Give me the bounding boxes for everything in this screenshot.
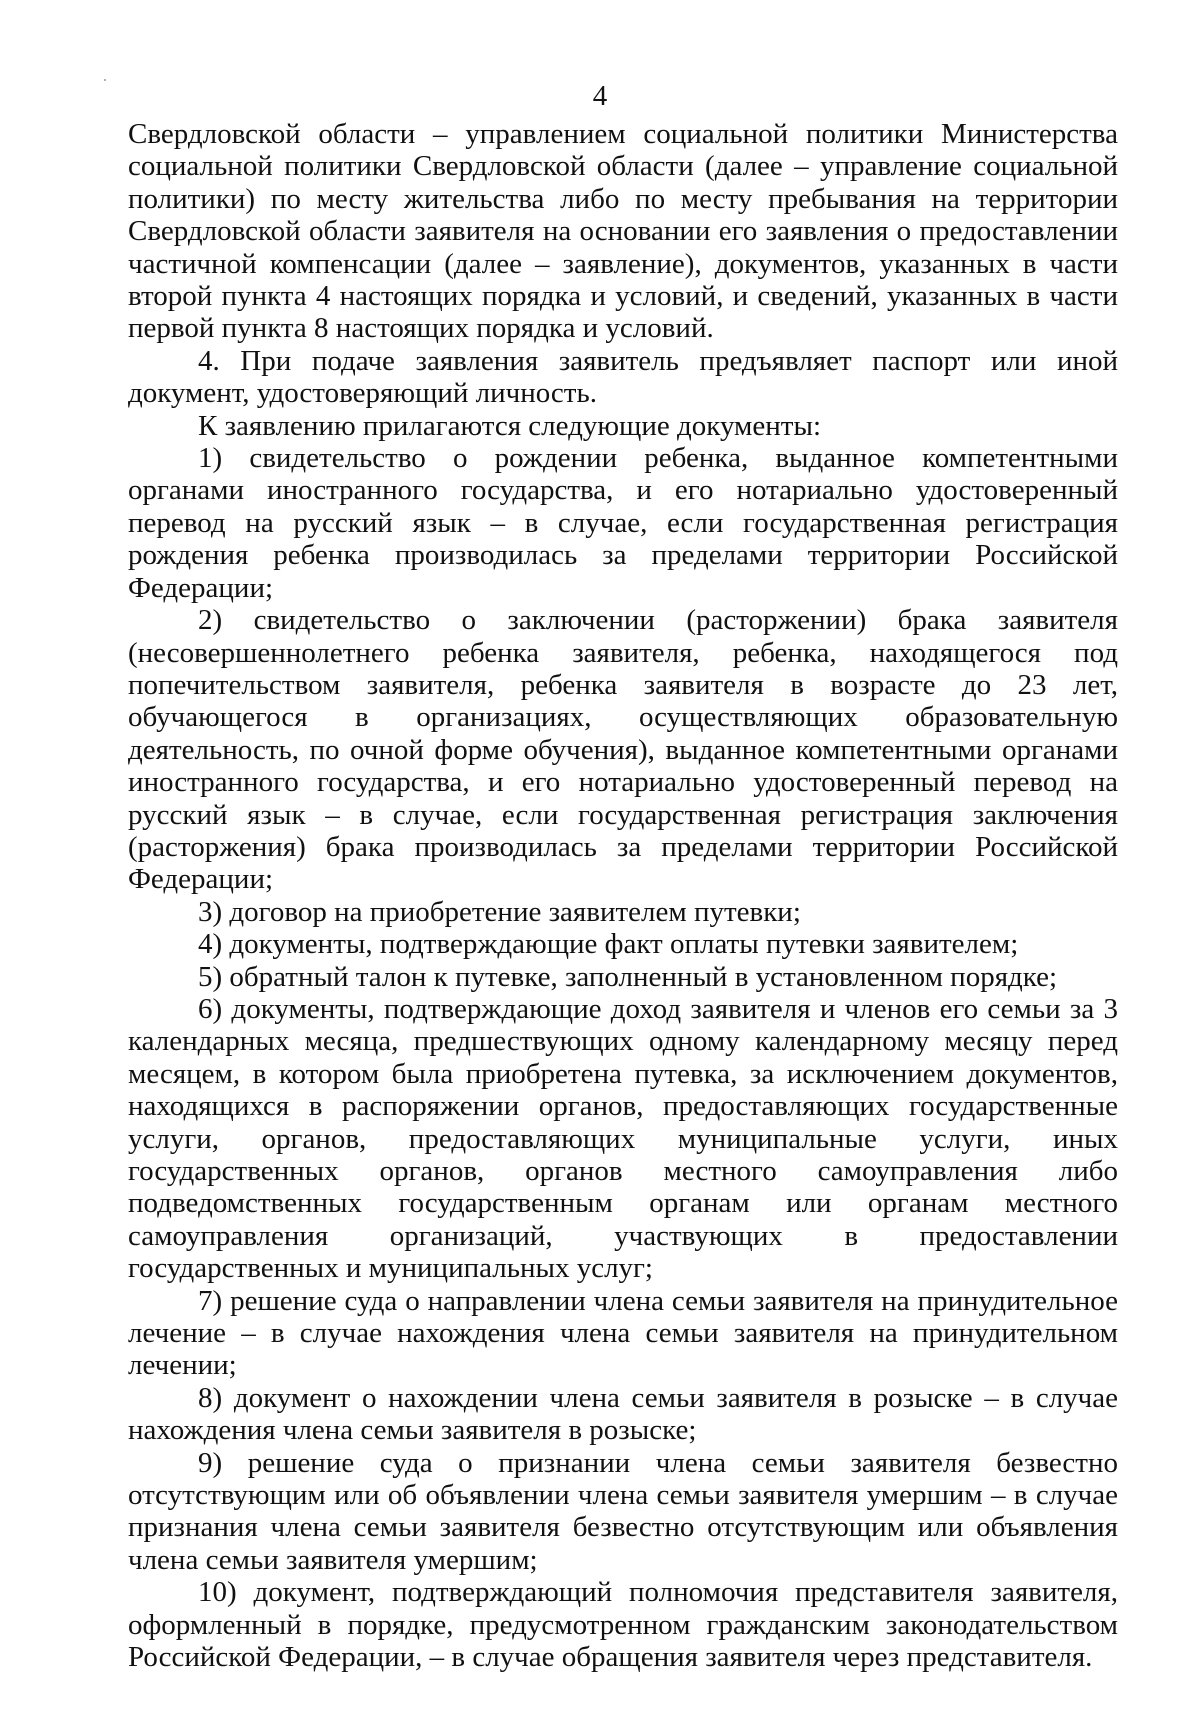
list-item-8: 8) документ о нахождении члена семьи заявителя в розыске – в случае нахождения члена семьи заявителя в розыске; [128, 1381, 1118, 1447]
list-item-9: 9) решение суда о признании члена семьи заявителя безвестно отсутствующим или об объявлении члена семьи заявителя умершим – в случае признания члена семьи заявителя безвестно отсутствующим или объявления члена семьи заявителя умершим; [128, 1446, 1118, 1576]
list-item-5: 5) обратный талон к путевке, заполненный в установленном порядке; [198, 960, 1058, 993]
paragraph-item-4: 4. При подаче заявления заявитель предъявляет паспорт или иной документ, удостоверяющий личность. [128, 344, 1118, 410]
list-item-4: 4) документы, подтверждающие факт оплаты путевки заявителем; [198, 928, 1019, 961]
list-item-7: 7) решение суда о направлении члена семьи заявителя на принудительное лечение – в случае нахождения члена семьи заявителя на принудительном лечении; [128, 1284, 1118, 1382]
list-item-2: 2) свидетельство о заключении (расторжении) брака заявителя (несовершеннолетнего ребенка заявителя, ребенка, находящегося под попечительством заявителя, ребенка заявителя в возрасте до 23 лет, обучающегося в организациях, осуществляющих образовательную деятельность, по очной форме обучения), выданное компетентными органами иностранного государства, и его нотариально удостоверенный перевод на русский язык – в случае, если государственная регистрация заключения (расторжения) брака производилась за пределами территории Российской Федерации; [128, 604, 1118, 896]
paragraph-attached-docs-intro: К заявлению прилагаются следующие документы: [198, 409, 822, 442]
list-item-1: 1) свидетельство о рождении ребенка, выданное компетентными органами иностранного государства, и его нотариально удостоверенный перевод на русский язык – в случае, если государственная регистрация рождения ребенка производилась за пределами территории Российской Федерации; [128, 442, 1118, 604]
list-item-6: 6) документы, подтверждающие доход заявителя и членов его семьи за 3 календарных месяца, предшествующих одному календарному месяцу перед месяцем, в котором была приобретена путевка, за исключением документов, находящихся в распоряжении органов, предоставляющих государственные услуги, органов, предоставляющих муниципальные услуги, иных государственных органов, органов местного самоуправления либо подведомственных государственным органам или органам местного самоуправления организаций, участвующих в предоставлении государственных и муниципальных услуг; [128, 992, 1118, 1285]
list-item-10: 10) документ, подтверждающий полномочия представителя заявителя, оформленный в порядке, предусмотренном гражданским законодательством Российской Федерации, – в случае обращения заявителя через представителя. [128, 1576, 1118, 1674]
page-number: 4 [592, 80, 608, 112]
paragraph-continuation: Свердловской области – управлением социальной политики Министерства социальной политики Свердловской области (далее – управление социальной политики) по месту жительства либо по месту пребывания на территории Свердловской области заявителя на основании его заявления о предоставлении частичной компенсации (далее – заявление), документов, указанных в части второй пункта 4 настоящих порядка и условий, и сведений, указанных в части первой пункта 8 настоящих порядка и условий. [128, 118, 1118, 345]
document-body [128, 118, 1118, 1674]
list-item-3: 3) договор на приобретение заявителем путевки; [198, 895, 801, 928]
